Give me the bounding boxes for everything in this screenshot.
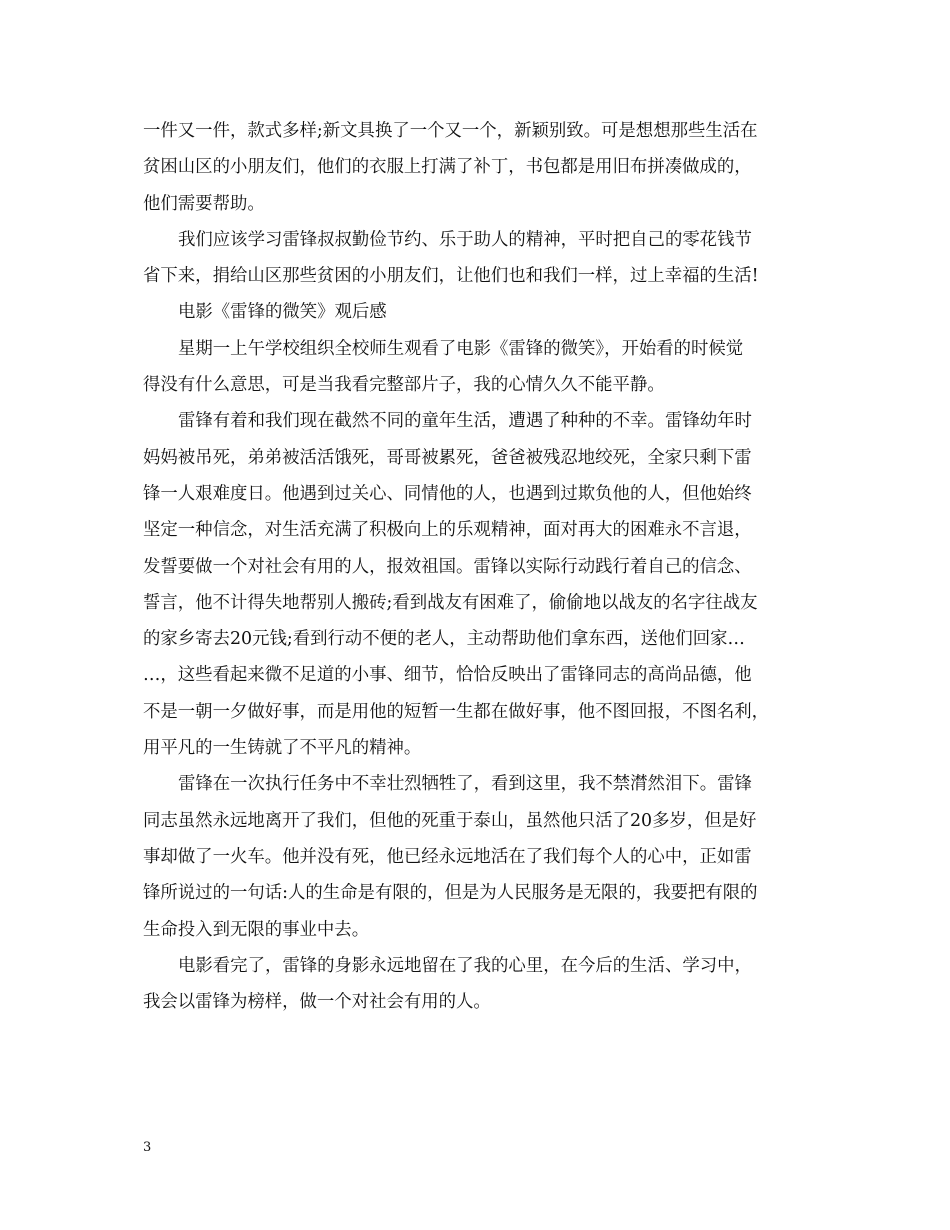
- text-line: 锋所说过的一句话:人的生命是有限的，但是为人民服务是无限的，我要把有限的: [143, 883, 758, 904]
- paragraph-start-line: 星期一上午学校组织全校师生观看了电影《雷锋的微笑》，开始看的时候觉: [178, 338, 744, 359]
- text-line: …，这些看起来微不足道的小事、细节，恰恰反映出了雷锋同志的高尚品德，他: [143, 665, 752, 686]
- text-line: 一件又一件，款式多样;新文具换了一个又一个，新颖别致。可是想想那些生活在: [143, 121, 758, 141]
- text-line: 省下来，捐给山区那些贫困的小朋友们，让他们也和我们一样，过上幸福的生活!: [143, 266, 759, 287]
- essay-heading: 电影《雷锋的微笑》观后感: [178, 302, 387, 323]
- paragraph-start-line: 我们应该学习雷锋叔叔勤俭节约、乐于助人的精神，平时把自己的零花钱节: [178, 229, 752, 250]
- text-line: 同志虽然永远地离开了我们，但他的死重于泰山，虽然他只活了20多岁，但是好: [143, 810, 757, 831]
- text-line: 用平凡的一生铸就了不平凡的精神。: [143, 738, 422, 759]
- paragraph-start-line: 雷锋有着和我们现在截然不同的童年生活，遭遇了种种的不幸。雷锋幼年时: [178, 411, 752, 432]
- document-body: [143, 113, 833, 1020]
- text-line: 誓言，他不计得失地帮别人搬砖;看到战友有困难了，偷偷地以战友的名字往战友: [143, 592, 758, 613]
- paragraph-start-line: 雷锋在一次执行任务中不幸壮烈牺牲了，看到这里，我不禁潸然泪下。雷锋: [178, 774, 752, 795]
- text-line: 妈妈被吊死，弟弟被活活饿死，哥哥被累死，爸爸被残忍地绞死，全家只剩下雷: [143, 447, 752, 468]
- text-line: 锋一人艰难度日。他遇到过关心、同情他的人，也遇到过欺负他的人，但他始终: [143, 483, 752, 504]
- text-line: 他们需要帮助。: [143, 193, 265, 214]
- text-line: 事却做了一火车。他并没有死，他已经永远地活在了我们每个人的心中，正如雷: [143, 846, 752, 867]
- text-line: 得没有什么意思，可是当我看完整部片子，我的心情久久不能平静。: [143, 375, 665, 396]
- text-line: 发誓要做一个对社会有用的人，报效祖国。雷锋以实际行动践行着自己的信念、: [143, 556, 752, 577]
- text-line: 贫困山区的小朋友们，他们的衣服上打满了补丁，书包都是用旧布拼凑做成的，: [143, 157, 752, 178]
- text-line: 的家乡寄去20元钱;看到行动不便的老人，主动帮助他们拿东西，送他们回家…: [143, 629, 745, 650]
- text-line: 我会以雷锋为榜样，做一个对社会有用的人。: [143, 992, 491, 1013]
- paragraph-start-line: 电影看完了，雷锋的身影永远地留在了我的心里，在今后的生活、学习中，: [178, 955, 752, 976]
- text-line: 生命投入到无限的事业中去。: [143, 919, 370, 940]
- text-line: 不是一朝一夕做好事，而是用他的短暂一生都在做好事，他不图回报，不图名利，: [143, 701, 770, 722]
- page-number: 3: [143, 1140, 152, 1155]
- text-line: 坚定一种信念，对生活充满了积极向上的乐观精神，面对再大的困难永不言退，: [143, 520, 752, 541]
